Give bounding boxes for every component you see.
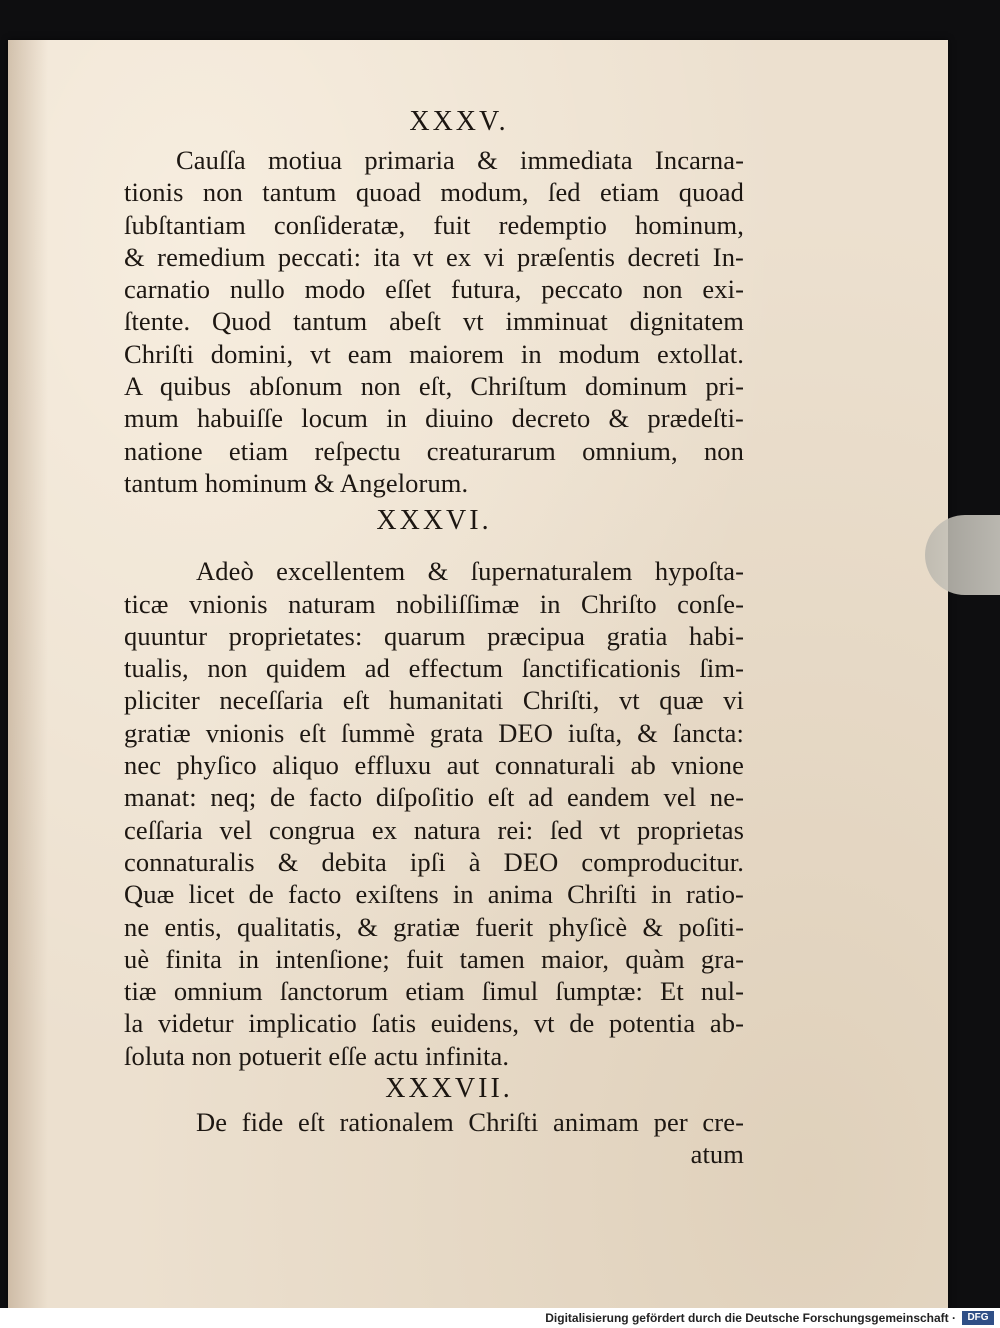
section-heading-xxxv: XXXV. xyxy=(409,106,509,137)
text-line: quuntur proprietates: quarum præcipua gratia habi- xyxy=(124,620,744,651)
text-line: uè finita in intenſione; fuit tamen maior, quàm gra- xyxy=(124,943,744,974)
text-line: Adeò excellentem & ſupernaturalem hypoſta- xyxy=(196,556,744,587)
text-line: tionis non tantum quoad modum, ſed etiam quoad xyxy=(124,177,744,208)
page-text xyxy=(124,100,744,1171)
text-line: pliciter neceſſaria eſt humanitati Chriſti, vt quæ vi xyxy=(124,685,744,716)
text-line: Cauſſa motiua primaria & immediata Incarna- xyxy=(176,145,744,175)
text-line: ne entis, qualitatis, & gratiæ fuerit phyſicè & poſiti- xyxy=(124,911,744,942)
text-line: ſubſtantiam conſideratæ, fuit redemptio hominum, xyxy=(124,209,744,240)
text-line: nec phyſico aliquo effluxu aut connaturali ab vnione xyxy=(124,750,744,781)
dfg-logo: DFG xyxy=(962,1311,994,1325)
gutter-shadow xyxy=(8,40,48,1308)
section-xxxvi-body xyxy=(124,555,744,1072)
text-line: ſoluta non potuerit eſſe actu infinita. xyxy=(124,1040,510,1071)
text-line: ceſſaria vel congrua ex natura rei: ſed vt proprietas xyxy=(124,814,744,845)
text-line: A quibus abſonum non eſt, Chriſtum dominum pri- xyxy=(124,371,744,402)
catchword: atum xyxy=(690,1139,744,1170)
text-line: mum habuiſſe locum in diuino decreto & prædeſti- xyxy=(124,403,744,434)
section-xxxv-body xyxy=(124,144,744,499)
section-heading-xxxvi: XXXVI. xyxy=(376,505,492,537)
text-line: tantum hominum & Angelorum. xyxy=(124,467,469,498)
page-tab-marker xyxy=(925,515,1000,595)
text-line: connaturalis & debita ipſi à DEO comproducitur. xyxy=(124,846,744,877)
text-line: tiæ omnium ſanctorum etiam ſimul ſumptæ: Et nul- xyxy=(124,976,744,1007)
footer-bar xyxy=(0,1308,1000,1328)
text-line: & remedium peccati: ita vt ex vi præſentis decreti In- xyxy=(124,241,744,272)
text-line: ticæ vnionis naturam nobiliſſimæ in Chriſto conſe- xyxy=(124,588,744,619)
text-line: De fide eſt rationalem Chriſti animam per cre- xyxy=(196,1107,744,1138)
funding-credit: Digitalisierung gefördert durch die Deutsche Forschungsgemeinschaft · xyxy=(545,1311,956,1325)
text-line: la videtur implicatio ſatis euidens, vt de potentia ab- xyxy=(124,1008,744,1039)
text-line: carnatio nullo modo eſſet futura, peccato non exi- xyxy=(124,274,744,305)
text-line: natione etiam reſpectu creaturarum omnium, non xyxy=(124,435,744,466)
section-heading-xxxvii: XXXVII. xyxy=(385,1073,513,1105)
text-line: manat: neq; de facto diſpoſitio eſt ad eandem vel ne- xyxy=(124,782,744,813)
section-xxxvii-body xyxy=(124,1106,744,1171)
text-line: tualis, non quidem ad effectum ſanctificationis ſim- xyxy=(124,653,744,684)
text-line: Quæ licet de facto exiſtens in anima Chriſti in ratio- xyxy=(124,879,744,910)
text-line: ſtente. Quod tantum abeſt vt imminuat dignitatem xyxy=(124,306,744,337)
text-line: Chriſti domini, vt eam maiorem in modum extollat. xyxy=(124,338,744,369)
text-line: gratiæ vnionis eſt ſummè grata DEO iuſta, & ſancta: xyxy=(124,717,744,748)
